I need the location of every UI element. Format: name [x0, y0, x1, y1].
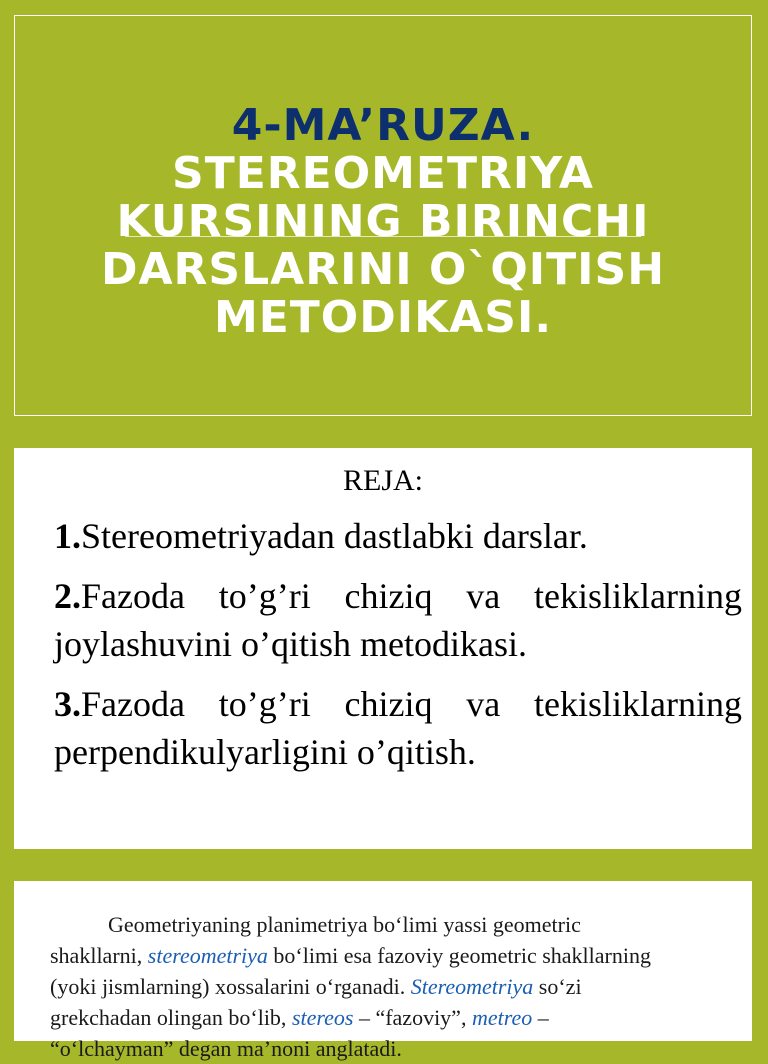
title-line: KURSINING BIRINCHI: [116, 196, 650, 247]
paragraph-text: bo‘limi esa fazoviy geometric shakllarning (yoki jismlarning) xossalarini o‘rganadi.: [50, 943, 651, 999]
term-stereometriya: stereometriya: [147, 943, 268, 968]
plan-item-text: Fazoda to’g’ri chiziq va tekisliklarning joylashuvini o’qitish metodikasi.: [54, 576, 742, 664]
title-line: STEREOMETRIYA: [172, 148, 594, 199]
term-stereos: stereos: [291, 1005, 354, 1030]
term-stereometriya: Stereometriya: [410, 974, 534, 999]
title-line: METODIKASI.: [213, 292, 553, 343]
body-paragraph: [50, 909, 672, 1064]
plan-item: [54, 512, 742, 560]
plan-item-text: Stereometriyadan dastlabki darslar.: [81, 516, 588, 556]
plan-item: [54, 680, 742, 776]
plan-item: [54, 572, 742, 668]
plan-slide: [14, 448, 752, 849]
plan-item-number: 3.: [54, 684, 81, 724]
plan-heading: REJA:: [342, 464, 423, 497]
title-line: DARSLARINI O`QITISH: [100, 244, 666, 295]
slide-title: [15, 102, 751, 342]
title-slide: [14, 15, 752, 416]
plan-list: [54, 512, 742, 788]
plan-item-number: 1.: [54, 516, 81, 556]
term-metreo: metreo: [471, 1005, 533, 1030]
plan-item-number: 2.: [54, 576, 81, 616]
paragraph-text: – “fazoviy”,: [353, 1005, 472, 1030]
text-slide: [14, 881, 752, 1061]
plan-item-text: Fazoda to’g’ri chiziq va tekisliklarning perpendikulyarligini o’qitish.: [54, 684, 742, 772]
paragraph-text: – “o‘lchayman” degan ma’noni anglatadi.: [50, 1005, 549, 1061]
paragraph-text: so‘zi grekchadan olingan bo‘lib,: [50, 974, 582, 1030]
paragraph-text: Geometriyaning planimetriya bo‘limi yassi geometric shakllarni,: [50, 912, 581, 968]
title-divider: [125, 236, 641, 237]
lecture-number: 4-MA’RUZA.: [231, 100, 535, 151]
